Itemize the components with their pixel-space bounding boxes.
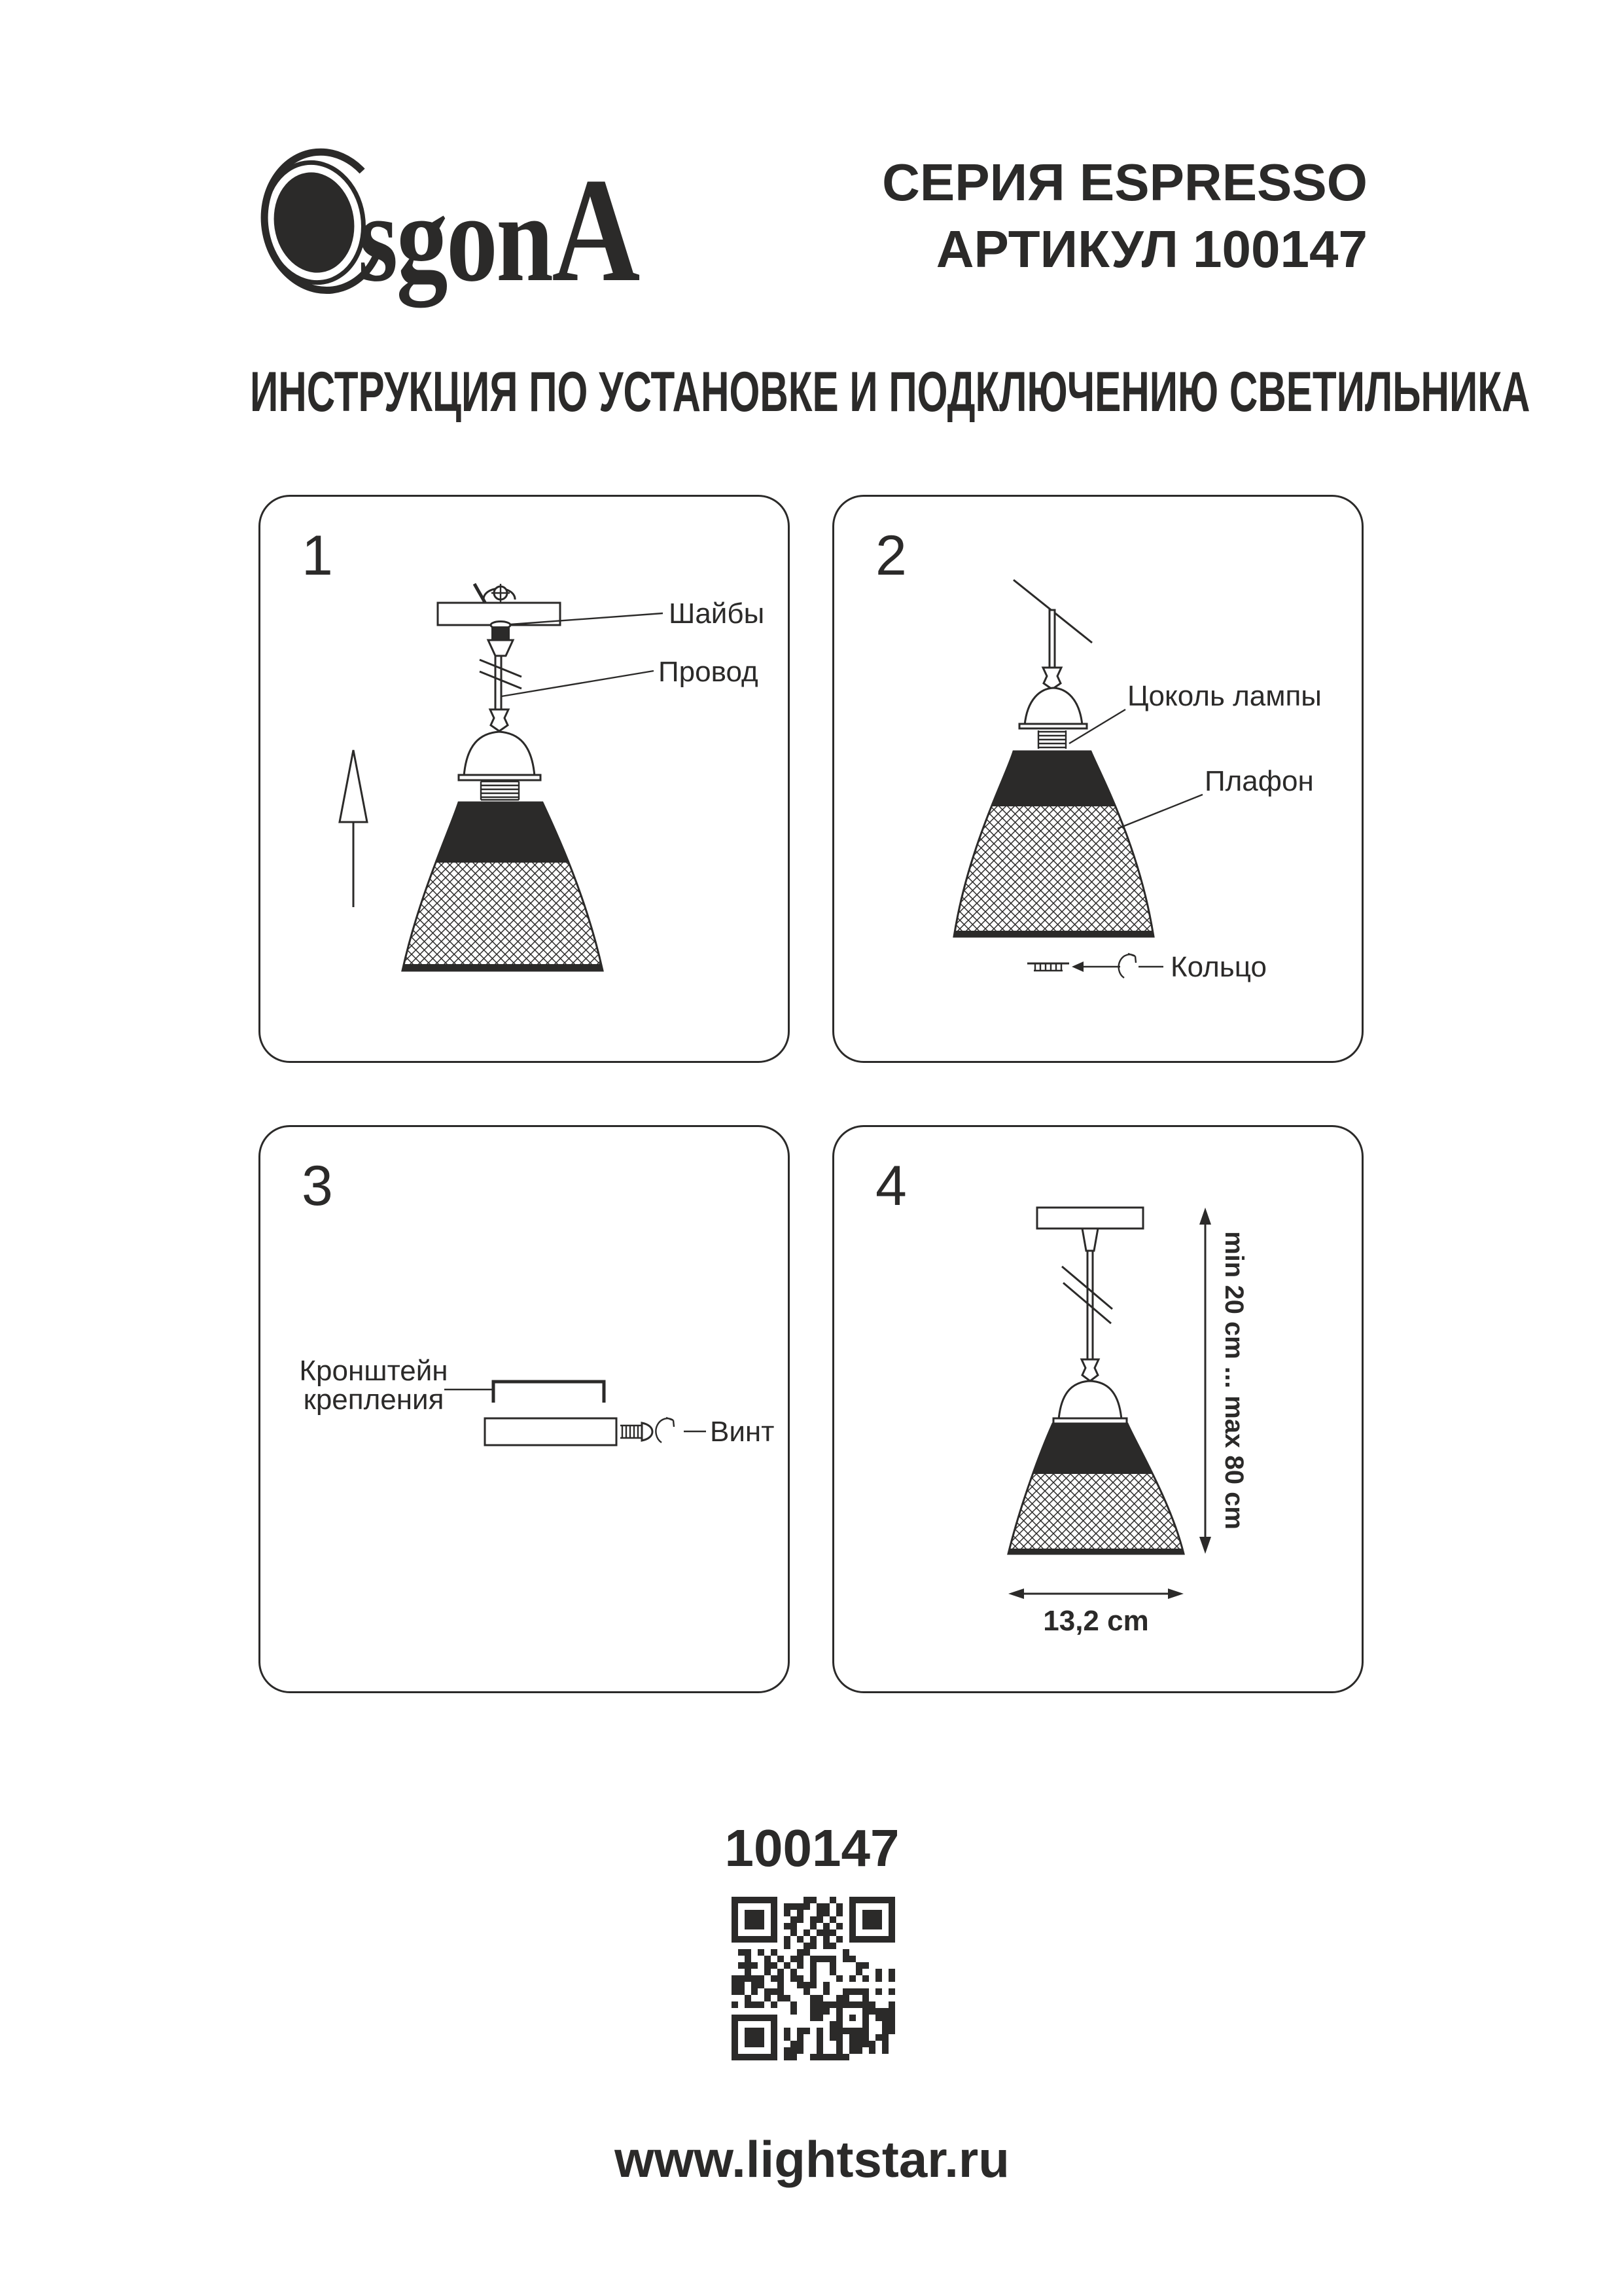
panel-step-2	[832, 495, 1364, 1063]
cable-grip-cone	[1082, 1229, 1098, 1251]
terminal-block	[491, 626, 510, 640]
lamp-thread	[1038, 730, 1066, 749]
article-number: 100147	[724, 1819, 900, 1877]
wire-connector-bead	[1082, 1359, 1099, 1381]
series-name: СЕРИЯ ESPRESSO	[882, 153, 1368, 211]
shade-fill	[1002, 1424, 1192, 1554]
brand-logo	[252, 145, 684, 322]
label-screw: Винт	[710, 1416, 775, 1448]
label-bracket-line2: крепления	[303, 1384, 444, 1416]
ceiling-plate	[1037, 1208, 1143, 1229]
shade-mesh	[389, 863, 612, 964]
label-bracket-line1: Кронштейн	[299, 1355, 448, 1387]
step-number: 2	[875, 524, 907, 587]
wire-connector-bead	[1043, 668, 1061, 689]
bracket-body	[485, 1418, 616, 1445]
step-number: 4	[875, 1155, 907, 1217]
series-block	[882, 149, 1368, 283]
ring	[1027, 963, 1069, 971]
shade-black-band	[950, 751, 1159, 806]
website-url: www.lightstar.ru	[614, 2130, 1010, 2188]
label-width: 13,2 cm	[1043, 1605, 1149, 1637]
panel-step-1	[258, 495, 790, 1063]
page-title: ИНСТРУКЦИЯ ПО УСТАНОВКЕ И ПОДКЛЮЧЕНИЮ СВЕТИЛЬНИКА	[250, 361, 1530, 423]
up-arrow-icon	[340, 750, 367, 822]
leader-wire	[501, 671, 654, 696]
dome-flange	[459, 775, 540, 780]
socket-dome	[464, 732, 535, 776]
shade-black-band	[389, 802, 612, 863]
socket-dome	[1025, 688, 1082, 725]
label-washers: Шайбы	[669, 598, 765, 630]
wire-connector-bead	[490, 709, 508, 731]
panel-step-4	[832, 1125, 1364, 1693]
diagram-step-3	[258, 1125, 790, 1693]
logo-text: sgonA	[358, 147, 639, 314]
panel-step-3	[258, 1125, 790, 1693]
lamp-thread	[481, 781, 519, 800]
rotate-icon	[656, 1418, 674, 1443]
diagram-step-1	[258, 495, 790, 1063]
diagram-step-2	[832, 495, 1364, 1063]
qr-code	[732, 1897, 895, 2060]
mounting-bracket	[493, 1382, 604, 1403]
shade-mesh	[1002, 1474, 1192, 1549]
height-dimension	[1199, 1208, 1248, 1554]
rotate-icon	[1119, 954, 1136, 978]
label-height-range: min 20 cm ... max 80 cm	[1220, 1231, 1248, 1530]
dome-flange	[1019, 724, 1087, 728]
width-dimension	[1008, 1588, 1184, 1637]
suspension-wire	[495, 656, 501, 709]
shade-fill	[950, 751, 1159, 937]
label-ring: Кольцо	[1171, 951, 1267, 983]
step-number: 1	[302, 524, 333, 587]
cable-grip-cone	[488, 640, 513, 656]
shade-black-band	[1002, 1424, 1192, 1474]
arrowhead-left-icon	[1072, 961, 1084, 972]
label-wire: Провод	[658, 656, 758, 688]
screw-cross-icon	[491, 584, 510, 602]
label-socket: Цоколь лампы	[1127, 680, 1322, 712]
label-shade: Плафон	[1205, 765, 1314, 797]
suspension-wire	[1050, 610, 1055, 668]
diagram-step-4	[832, 1125, 1364, 1693]
series-article: АРТИКУЛ 100147	[936, 220, 1368, 278]
step-number: 3	[302, 1155, 333, 1217]
socket-dome	[1059, 1381, 1121, 1420]
screw-icon	[620, 1423, 652, 1441]
leader-shade	[1118, 795, 1203, 829]
